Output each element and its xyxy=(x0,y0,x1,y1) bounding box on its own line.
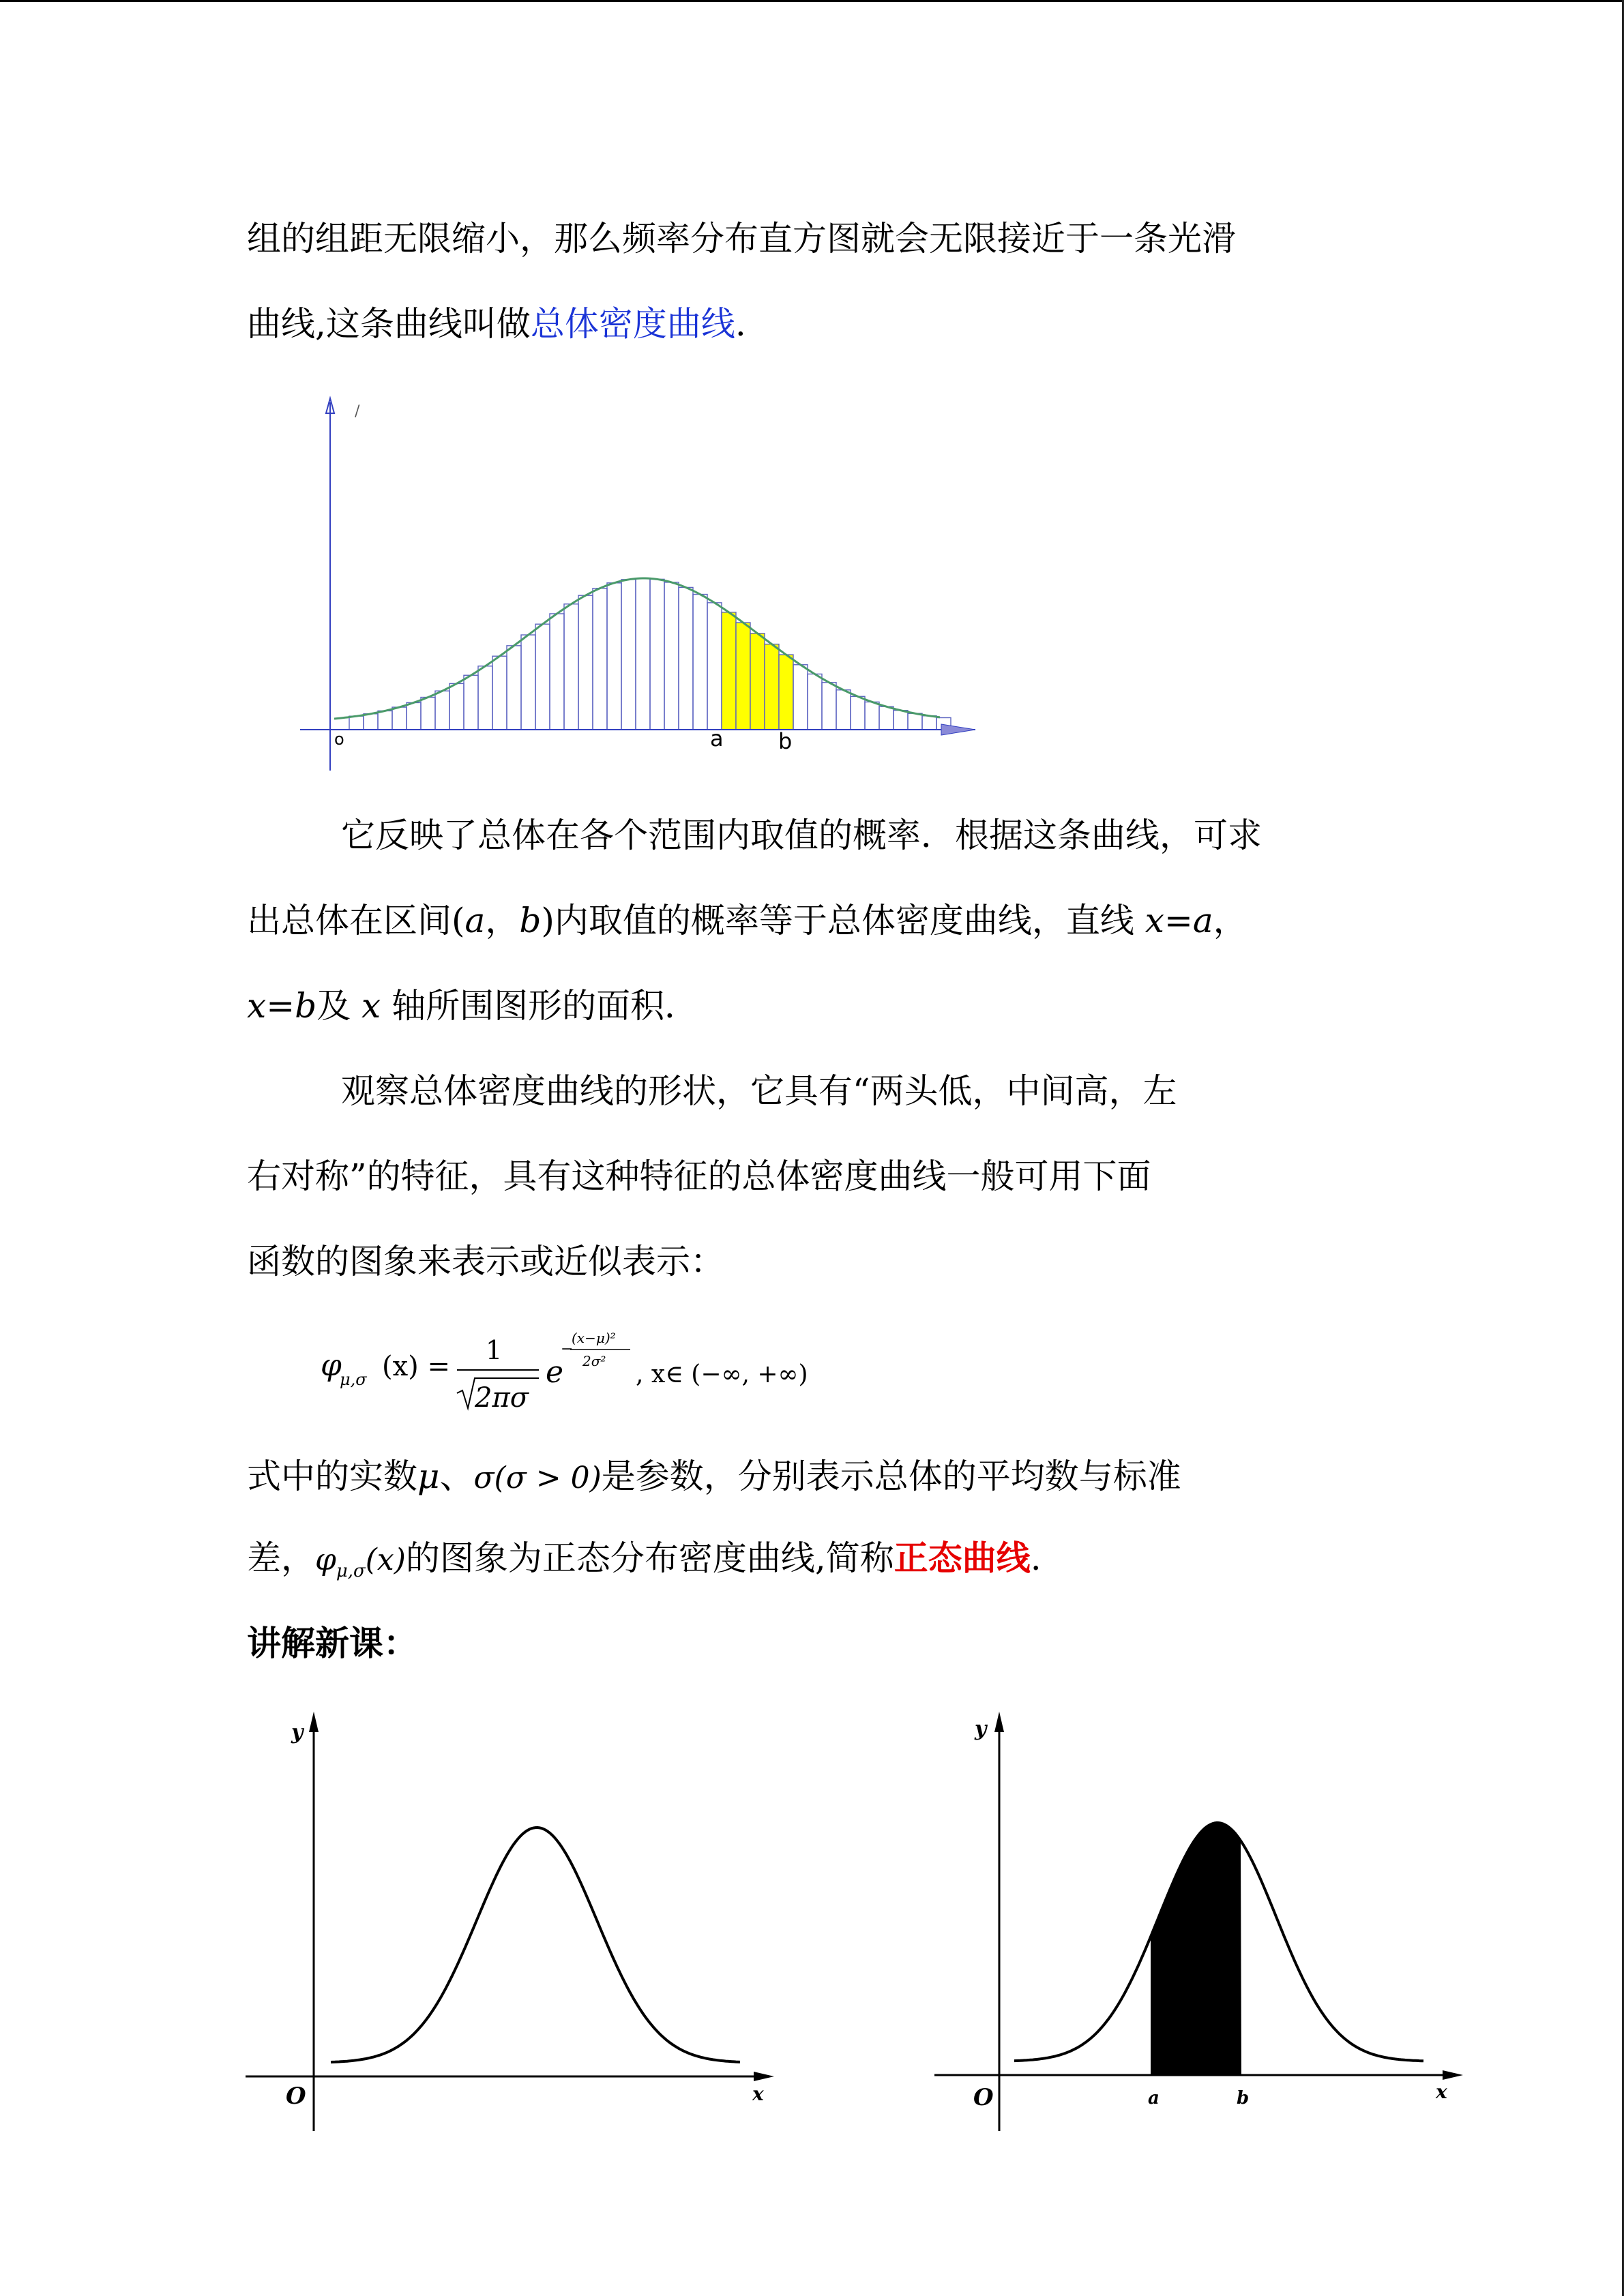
histogram-bar xyxy=(507,646,521,730)
label-a: a xyxy=(710,726,724,751)
formula-domain: , x∈ (−∞, +∞) xyxy=(636,1360,808,1388)
histogram-bar xyxy=(908,713,922,730)
top-border xyxy=(0,0,1624,2)
histogram-bar xyxy=(879,706,894,730)
histogram-bar xyxy=(435,691,449,730)
histogram-bar xyxy=(535,624,550,730)
x-axis-arrow xyxy=(941,724,975,735)
histogram-bar xyxy=(922,716,936,730)
label-b: b xyxy=(1237,2088,1250,2108)
histogram-bar xyxy=(607,583,621,730)
formula-numerator: 1 xyxy=(486,1335,503,1365)
y-axis-arrow xyxy=(309,1712,319,1732)
histogram-bar xyxy=(349,716,364,730)
label-a: a xyxy=(1148,2088,1160,2108)
histogram-bar xyxy=(707,603,722,730)
paragraph-3-line-1: 观察总体密度曲线的形状，它具有“两头低，中间高，左 xyxy=(341,1071,1177,1111)
y-axis-tick-mark: / xyxy=(355,403,360,420)
histogram-bar xyxy=(492,656,507,730)
histogram-bar xyxy=(421,698,435,730)
normal-curve-figure-right xyxy=(931,1708,1470,2145)
histogram-bar xyxy=(679,587,693,730)
term-normal-curve: 正态曲线 xyxy=(894,1538,1031,1578)
histogram-bar xyxy=(722,612,736,730)
paragraph-4-line-1: 式中的实数μ、σ(σ > 0)是参数，分别表示总体的平均数与标准 xyxy=(247,1457,1181,1496)
histogram-bar xyxy=(464,675,478,730)
histogram-bar xyxy=(449,683,464,730)
histogram-bar xyxy=(808,674,822,730)
histogram-bar xyxy=(851,696,865,730)
y-axis-arrow xyxy=(994,1712,1004,1732)
origin-label: o xyxy=(334,730,344,749)
formula-subscript: μ,σ xyxy=(340,1370,367,1389)
histogram-bar xyxy=(664,582,679,730)
normal-curve-figure-left xyxy=(242,1708,781,2145)
section-heading: 讲解新课： xyxy=(247,1624,417,1663)
histogram-bar xyxy=(364,714,378,730)
formula-argument: (x) = xyxy=(382,1351,450,1382)
histogram-bar xyxy=(550,614,564,730)
histogram-bar xyxy=(521,635,535,730)
origin-label: O xyxy=(973,2084,994,2111)
paragraph-3-line-3: 函数的图象来表示或近似表示： xyxy=(247,1242,724,1281)
paragraph-1-line-2: 曲线,这条曲线叫做总体密度曲线. xyxy=(247,304,746,344)
histogram-bar xyxy=(765,644,779,730)
histogram-bar xyxy=(836,690,851,730)
histogram-bar xyxy=(478,666,492,730)
histogram-bar xyxy=(822,683,836,730)
paragraph-2-line-1: 它反映了总体在各个范围内取值的概率．根据这条曲线，可求 xyxy=(341,816,1262,855)
origin-label: O xyxy=(286,2083,306,2110)
paragraph-3-line-2: 右对称”的特征，具有这种特征的总体密度曲线一般可用下面 xyxy=(247,1157,1151,1196)
histogram-bar xyxy=(693,595,707,730)
histogram-bar xyxy=(779,655,793,730)
formula-exponent-minus: − xyxy=(561,1341,574,1358)
paragraph-2-line-3: x=b及 x 轴所围图形的面积． xyxy=(247,986,699,1026)
formula-e: e xyxy=(546,1355,564,1390)
label-b: b xyxy=(778,728,793,754)
x-axis-label: x xyxy=(1436,2081,1447,2103)
formula-phi: φ xyxy=(321,1348,342,1383)
histogram-bar xyxy=(736,623,750,730)
paragraph-4-line-2: 差，$\varphi_{\mu,\sigma}(x)$的图象为正态分布密度曲线,简称正态曲线. xyxy=(247,1538,1042,1581)
histogram-bar xyxy=(621,580,636,730)
histogram-bar xyxy=(750,633,765,730)
paragraph-2-line-2: 出总体在区间(a，b)内取值的概率等于总体密度曲线，直线 x=a， xyxy=(247,901,1247,940)
x-axis-arrow xyxy=(1443,2070,1463,2080)
histogram-bar xyxy=(378,711,392,730)
histogram-bar xyxy=(650,579,664,730)
histogram-bar xyxy=(593,588,607,730)
histogram-bar xyxy=(793,665,808,730)
histogram-bar xyxy=(564,604,578,730)
paragraph-1-line-1: 组的组距无限缩小，那么频率分布直方图就会无限接近于一条光滑 xyxy=(247,219,1236,258)
formula-exponent-denominator: 2σ² xyxy=(582,1353,606,1369)
histogram-bar xyxy=(578,595,593,730)
shaded-area-a-to-b xyxy=(1151,1823,1241,2075)
normal-density-formula xyxy=(321,1320,839,1429)
normal-curve xyxy=(331,1828,740,2062)
histogram-bars xyxy=(349,578,951,730)
x-axis-arrow xyxy=(754,2072,774,2081)
y-axis-label: y xyxy=(975,1717,987,1741)
density-curve xyxy=(334,578,940,719)
histogram-bar xyxy=(865,702,879,730)
formula-exponent-numerator: (x−μ)² xyxy=(572,1330,616,1346)
histogram-bar xyxy=(392,707,407,730)
x-axis-label: x xyxy=(752,2083,764,2105)
y-axis-label: y xyxy=(291,1720,304,1744)
histogram-bar xyxy=(894,711,908,730)
histogram-bar xyxy=(407,702,421,730)
formula-denominator: 2πσ xyxy=(475,1382,529,1414)
histogram-bar xyxy=(636,578,650,730)
term-population-density-curve: 总体密度曲线 xyxy=(530,304,735,344)
histogram-density-figure xyxy=(286,389,996,771)
